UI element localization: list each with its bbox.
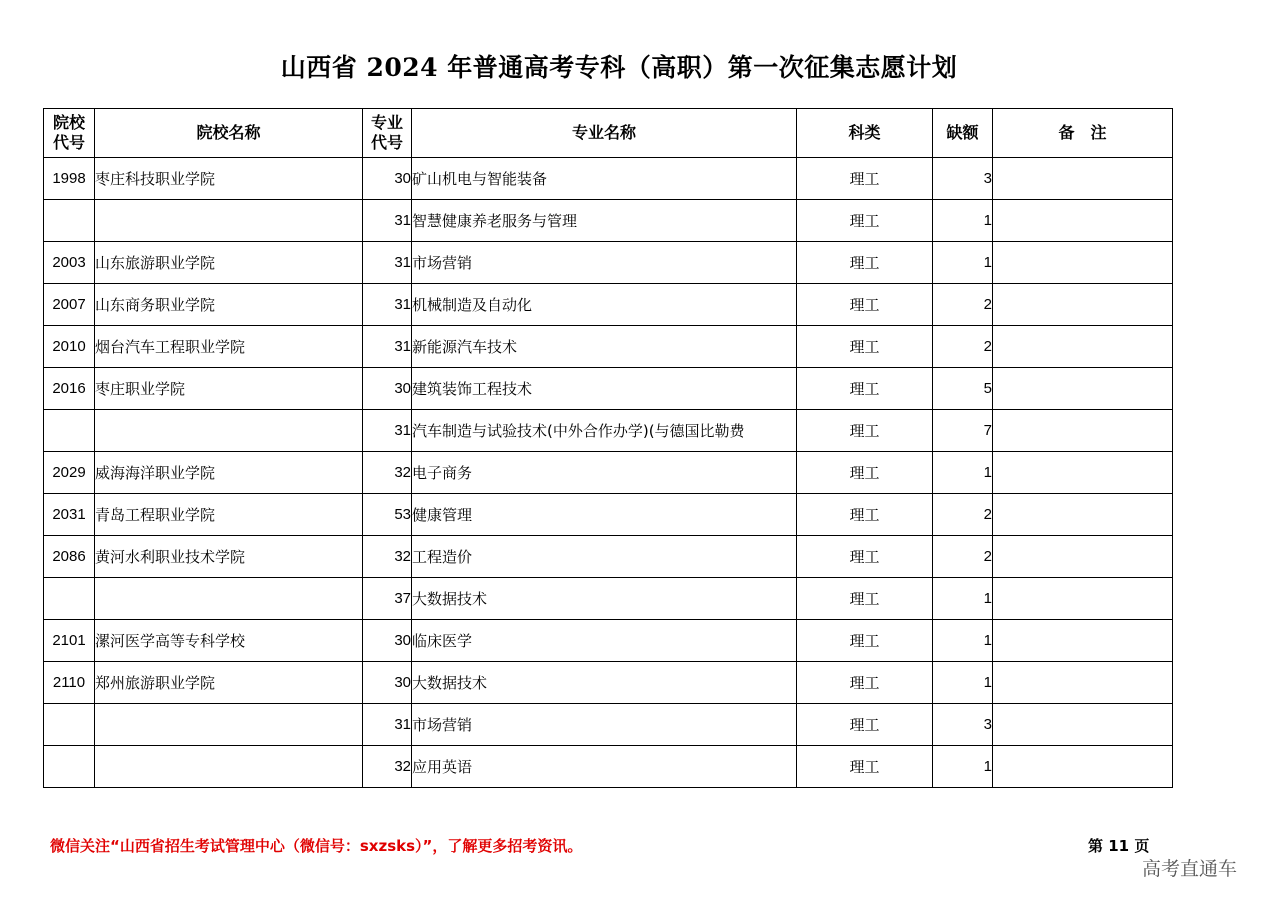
table-row (44, 620, 1173, 662)
table-row (44, 536, 1173, 578)
cell-vacancy: 1 (933, 662, 993, 704)
cell-major-code: 31 (363, 704, 412, 746)
enrollment-plan-table (43, 108, 1173, 788)
cell-major-code: 31 (363, 284, 412, 326)
cell-remark (993, 200, 1173, 242)
cell-school-code: 2029 (44, 452, 95, 494)
cell-vacancy: 7 (933, 410, 993, 452)
cell-vacancy: 2 (933, 326, 993, 368)
cell-major-name: 电子商务 (412, 452, 797, 494)
cell-school-name: 山东商务职业学院 (95, 284, 363, 326)
header-remark: 备 注 (993, 109, 1173, 158)
table-header-row (44, 109, 1173, 158)
cell-major-name: 临床医学 (412, 620, 797, 662)
cell-school-code: 2086 (44, 536, 95, 578)
table-row (44, 578, 1173, 620)
cell-remark (993, 242, 1173, 284)
cell-vacancy: 1 (933, 452, 993, 494)
cell-school-name: 烟台汽车工程职业学院 (95, 326, 363, 368)
cell-major-code: 30 (363, 368, 412, 410)
cell-remark (993, 620, 1173, 662)
cell-school-code (44, 704, 95, 746)
cell-major-name: 大数据技术 (412, 578, 797, 620)
page-number: 第 11 页 (1088, 837, 1150, 855)
header-school-code: 院校 代号 (44, 109, 95, 158)
cell-category: 理工 (797, 662, 933, 704)
cell-remark (993, 704, 1173, 746)
cell-vacancy: 2 (933, 284, 993, 326)
cell-school-name: 郑州旅游职业学院 (95, 662, 363, 704)
table-row (44, 200, 1173, 242)
cell-major-code: 31 (363, 200, 412, 242)
cell-category: 理工 (797, 158, 933, 200)
cell-major-code: 31 (363, 410, 412, 452)
cell-school-code: 2101 (44, 620, 95, 662)
cell-school-code (44, 410, 95, 452)
cell-remark (993, 578, 1173, 620)
table-row (44, 704, 1173, 746)
cell-category: 理工 (797, 242, 933, 284)
cell-major-code: 32 (363, 452, 412, 494)
cell-major-code: 37 (363, 578, 412, 620)
cell-school-code: 2110 (44, 662, 95, 704)
cell-school-name: 枣庄职业学院 (95, 368, 363, 410)
header-category: 科类 (797, 109, 933, 158)
cell-school-name: 威海海洋职业学院 (95, 452, 363, 494)
cell-school-code: 2010 (44, 326, 95, 368)
cell-school-code: 2016 (44, 368, 95, 410)
cell-vacancy: 2 (933, 494, 993, 536)
cell-vacancy: 1 (933, 242, 993, 284)
cell-school-name (95, 410, 363, 452)
cell-major-name: 大数据技术 (412, 662, 797, 704)
cell-major-name: 建筑装饰工程技术 (412, 368, 797, 410)
cell-school-code: 1998 (44, 158, 95, 200)
cell-category: 理工 (797, 410, 933, 452)
header-school-name: 院校名称 (95, 109, 363, 158)
cell-school-name: 黄河水利职业技术学院 (95, 536, 363, 578)
cell-major-name: 智慧健康养老服务与管理 (412, 200, 797, 242)
cell-category: 理工 (797, 200, 933, 242)
cell-major-name: 工程造价 (412, 536, 797, 578)
header-vacancy: 缺额 (933, 109, 993, 158)
cell-major-name: 新能源汽车技术 (412, 326, 797, 368)
cell-school-name: 青岛工程职业学院 (95, 494, 363, 536)
cell-major-name: 矿山机电与智能装备 (412, 158, 797, 200)
table-row (44, 410, 1173, 452)
cell-school-name: 漯河医学高等专科学校 (95, 620, 363, 662)
cell-school-name (95, 578, 363, 620)
cell-school-code: 2007 (44, 284, 95, 326)
cell-remark (993, 326, 1173, 368)
cell-major-name: 汽车制造与试验技术(中外合作办学)(与德国比勒费 (412, 410, 797, 452)
cell-major-code: 30 (363, 662, 412, 704)
cell-vacancy: 1 (933, 620, 993, 662)
cell-school-name: 山东旅游职业学院 (95, 242, 363, 284)
cell-remark (993, 410, 1173, 452)
cell-remark (993, 158, 1173, 200)
document-title: 山西省 2024 年普通高考专科（高职）第一次征集志愿计划 (280, 53, 958, 82)
cell-category: 理工 (797, 284, 933, 326)
cell-major-code: 30 (363, 620, 412, 662)
cell-category: 理工 (797, 494, 933, 536)
cell-vacancy: 1 (933, 200, 993, 242)
cell-vacancy: 5 (933, 368, 993, 410)
cell-major-name: 机械制造及自动化 (412, 284, 797, 326)
cell-category: 理工 (797, 578, 933, 620)
table-row (44, 326, 1173, 368)
cell-category: 理工 (797, 704, 933, 746)
table-row (44, 746, 1173, 788)
cell-school-code (44, 200, 95, 242)
cell-remark (993, 452, 1173, 494)
header-major-code: 专业 代号 (363, 109, 412, 158)
cell-school-code: 2031 (44, 494, 95, 536)
cell-remark (993, 662, 1173, 704)
cell-major-name: 应用英语 (412, 746, 797, 788)
cell-school-name: 枣庄科技职业学院 (95, 158, 363, 200)
cell-school-name (95, 746, 363, 788)
cell-school-name (95, 200, 363, 242)
cell-remark (993, 284, 1173, 326)
cell-school-name (95, 704, 363, 746)
cell-major-code: 32 (363, 536, 412, 578)
cell-vacancy: 3 (933, 704, 993, 746)
watermark: 高考直通车 (1142, 858, 1238, 880)
header-major-name: 专业名称 (412, 109, 797, 158)
cell-remark (993, 368, 1173, 410)
cell-school-code (44, 578, 95, 620)
cell-major-name: 市场营销 (412, 242, 797, 284)
table-row (44, 368, 1173, 410)
cell-major-code: 31 (363, 242, 412, 284)
cell-vacancy: 1 (933, 578, 993, 620)
table-row (44, 242, 1173, 284)
cell-vacancy: 2 (933, 536, 993, 578)
cell-vacancy: 3 (933, 158, 993, 200)
cell-category: 理工 (797, 536, 933, 578)
cell-major-code: 32 (363, 746, 412, 788)
cell-category: 理工 (797, 368, 933, 410)
table-row (44, 662, 1173, 704)
table-row (44, 494, 1173, 536)
table-body (44, 158, 1173, 788)
cell-vacancy: 1 (933, 746, 993, 788)
cell-major-name: 健康管理 (412, 494, 797, 536)
table-row (44, 158, 1173, 200)
table-row (44, 452, 1173, 494)
cell-school-code (44, 746, 95, 788)
cell-category: 理工 (797, 746, 933, 788)
footer-note: 微信关注“山西省招生考试管理中心（微信号：sxzsks）”，了解更多招考资讯。 (50, 837, 583, 855)
cell-major-code: 31 (363, 326, 412, 368)
cell-major-name: 市场营销 (412, 704, 797, 746)
cell-school-code: 2003 (44, 242, 95, 284)
cell-major-code: 53 (363, 494, 412, 536)
cell-major-code: 30 (363, 158, 412, 200)
cell-category: 理工 (797, 326, 933, 368)
cell-remark (993, 746, 1173, 788)
cell-remark (993, 536, 1173, 578)
cell-category: 理工 (797, 620, 933, 662)
table-row (44, 284, 1173, 326)
cell-category: 理工 (797, 452, 933, 494)
cell-remark (993, 494, 1173, 536)
